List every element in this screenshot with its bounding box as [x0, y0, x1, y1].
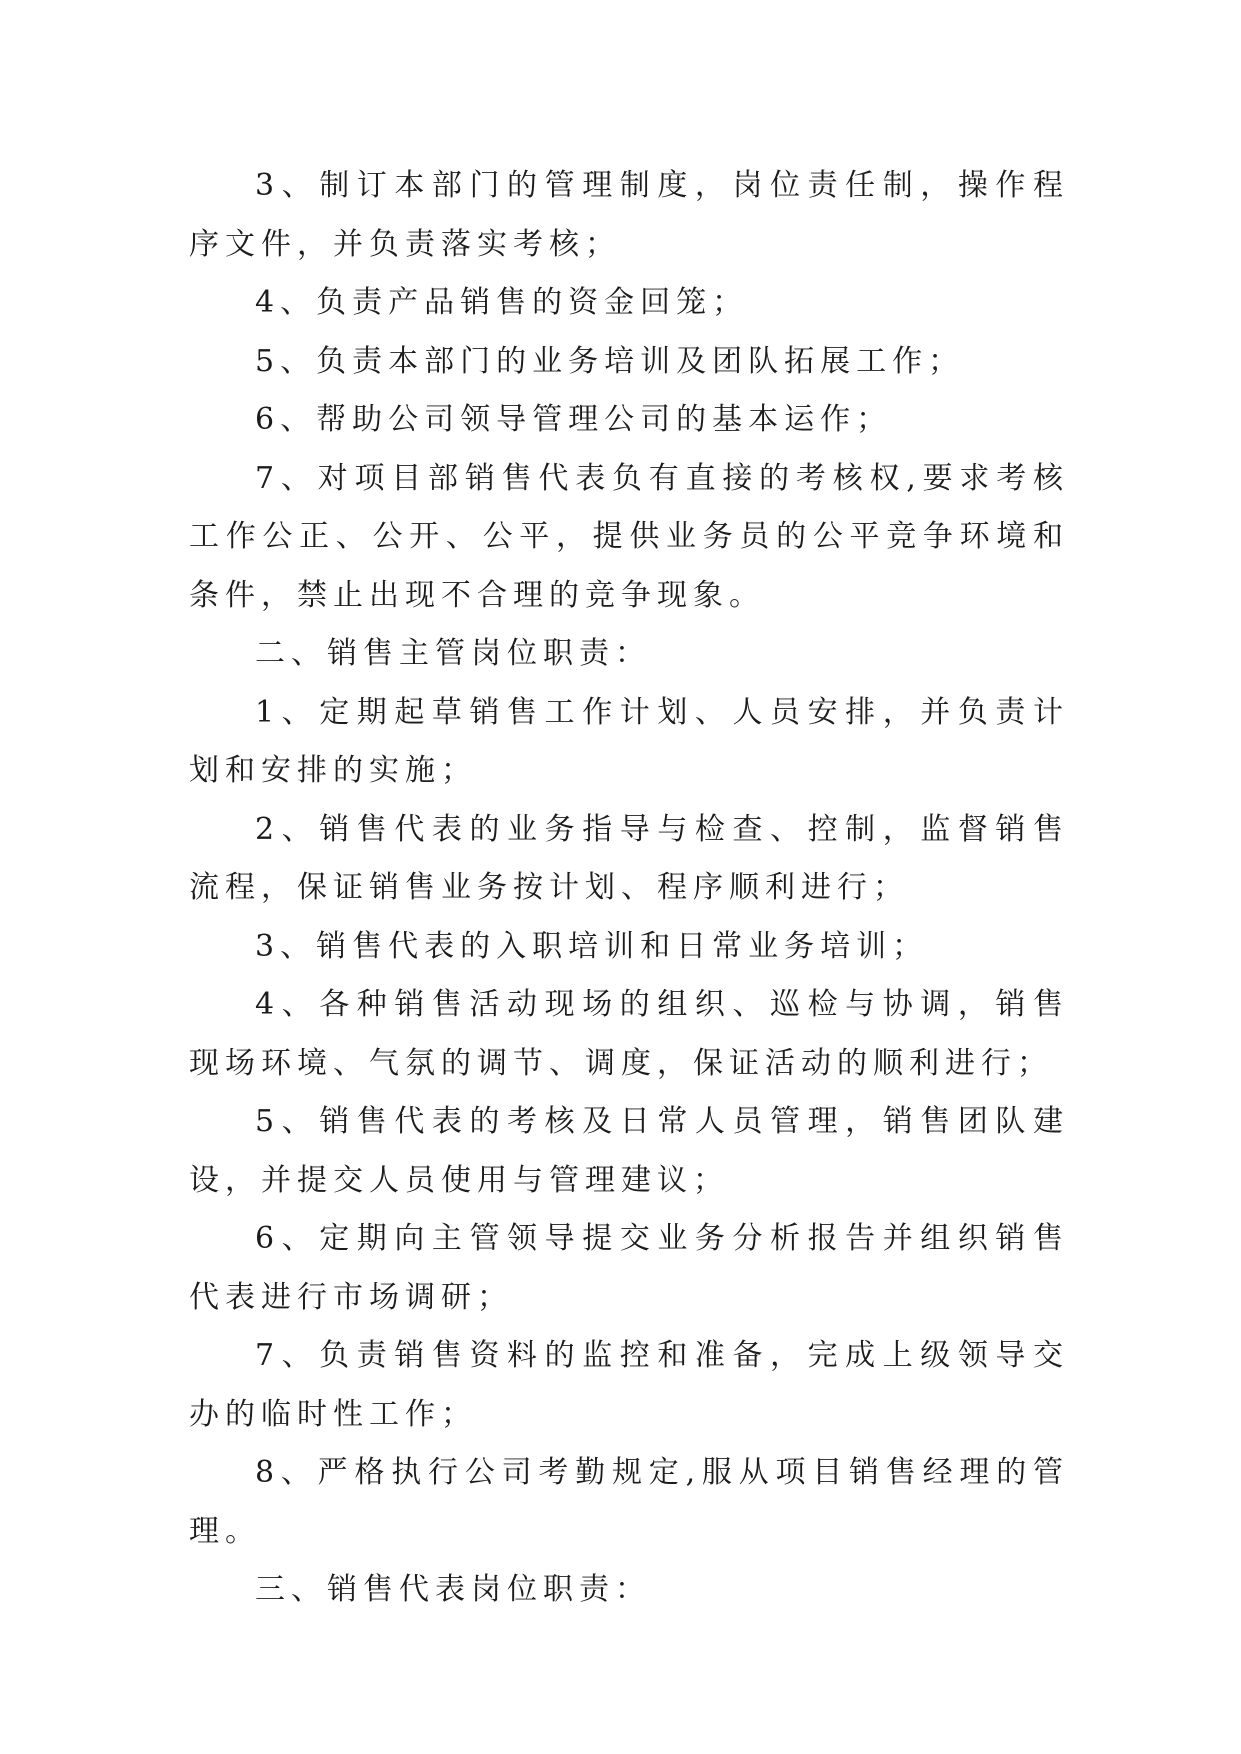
section-heading: 二、销售主管岗位职责：: [255, 636, 651, 671]
paragraph: 3、制订本部门的管理制度，岗位责任制，操作程序文件，并负责落实考核；: [189, 168, 1069, 262]
paragraph: 7、负责销售资料的监控和准备，完成上级领导交办的临时性工作；: [189, 1338, 1069, 1432]
section-heading: 三、销售代表岗位职责：: [255, 1572, 651, 1607]
paragraph: 2、销售代表的业务指导与检查、控制，监督销售流程，保证销售业务按计划、程序顺利进行；: [189, 811, 1069, 905]
paragraph: 6、定期向主管领导提交业务分析报告并组织销售代表进行市场调研；: [189, 1221, 1069, 1315]
paragraph: 4、负责产品销售的资金回笼；: [255, 285, 749, 320]
paragraph: 7、对项目部销售代表负有直接的考核权,要求考核工作公正、公开、公平，提供业务员的公平竞争环境和条件，禁止出现不合理的竞争现象。: [189, 460, 1069, 613]
paragraph: 6、帮助公司领导管理公司的基本运作；: [255, 402, 893, 437]
paragraph: 3、销售代表的入职培训和日常业务培训；: [255, 928, 929, 964]
paragraph: 5、销售代表的考核及日常人员管理，销售团队建设，并提交人员使用与管理建议；: [189, 1104, 1069, 1198]
paragraph: 8、严格执行公司考勤规定,服从项目销售经理的管理。: [189, 1455, 1069, 1549]
paragraph: 1、定期起草销售工作计划、人员安排，并负责计划和安排的实施；: [189, 694, 1069, 788]
document-body: [189, 157, 1069, 1620]
paragraph: 4、各种销售活动现场的组织、巡检与协调，销售现场环境、气氛的调节、调度，保证活动的顺利进行；: [189, 987, 1069, 1081]
paragraph: 5、负责本部门的业务培训及团队拓展工作；: [255, 343, 965, 379]
